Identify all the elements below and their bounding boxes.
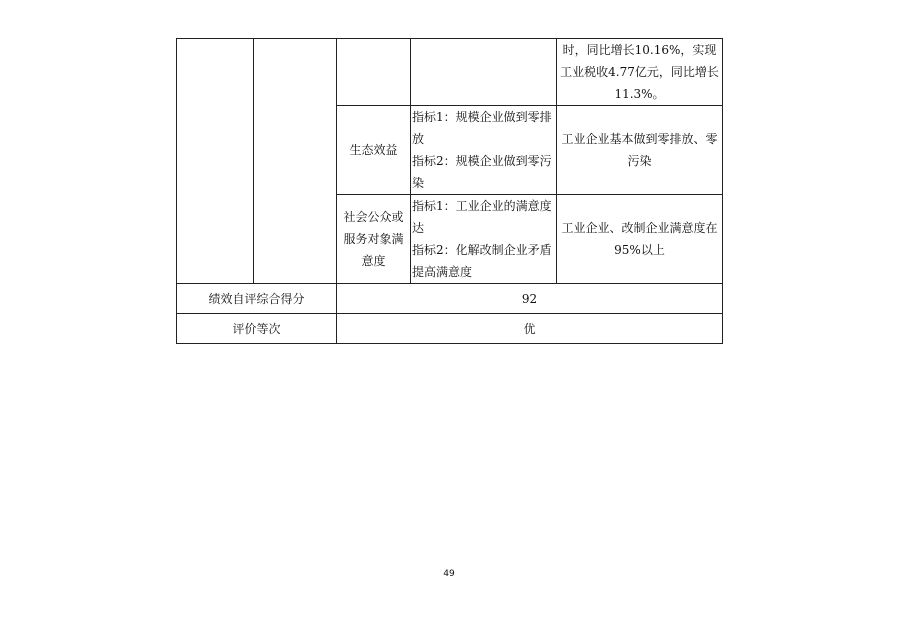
indicator-cell [411, 106, 557, 195]
grade-value: 优 [337, 314, 723, 344]
performance-table [176, 38, 723, 344]
value-cell: 工业企业、改制企业满意度在95%以上 [557, 195, 723, 284]
score-label: 绩效自评综合得分 [177, 284, 337, 314]
value-cell: 时，同比增长10.16%，实现工业税收4.77亿元，同比增长11.3%。 [557, 39, 723, 106]
score-value: 92 [337, 284, 723, 314]
indicator-line: 指标1：规模企业做到零排放 [412, 110, 552, 146]
indicator-cell [411, 195, 557, 284]
table-row [177, 39, 723, 106]
indicator-line: 指标2：规模企业做到零污染 [412, 154, 552, 190]
grade-row [177, 314, 723, 344]
indicator-line: 指标1：工业企业的满意度达 [412, 199, 552, 235]
indicator-line: 指标2：化解改制企业矛盾提高满意度 [412, 243, 552, 279]
value-cell: 工业企业基本做到零排放、零污染 [557, 106, 723, 195]
subcategory-cell [254, 39, 337, 284]
indicator-type-cell: 生态效益 [337, 106, 411, 195]
indicator-cell [411, 39, 557, 106]
grade-label: 评价等次 [177, 314, 337, 344]
category-cell [177, 39, 254, 284]
score-row [177, 284, 723, 314]
indicator-type-cell: 社会公众或服务对象满意度 [337, 195, 411, 284]
page-number: 49 [443, 569, 455, 579]
indicator-type-cell [337, 39, 411, 106]
